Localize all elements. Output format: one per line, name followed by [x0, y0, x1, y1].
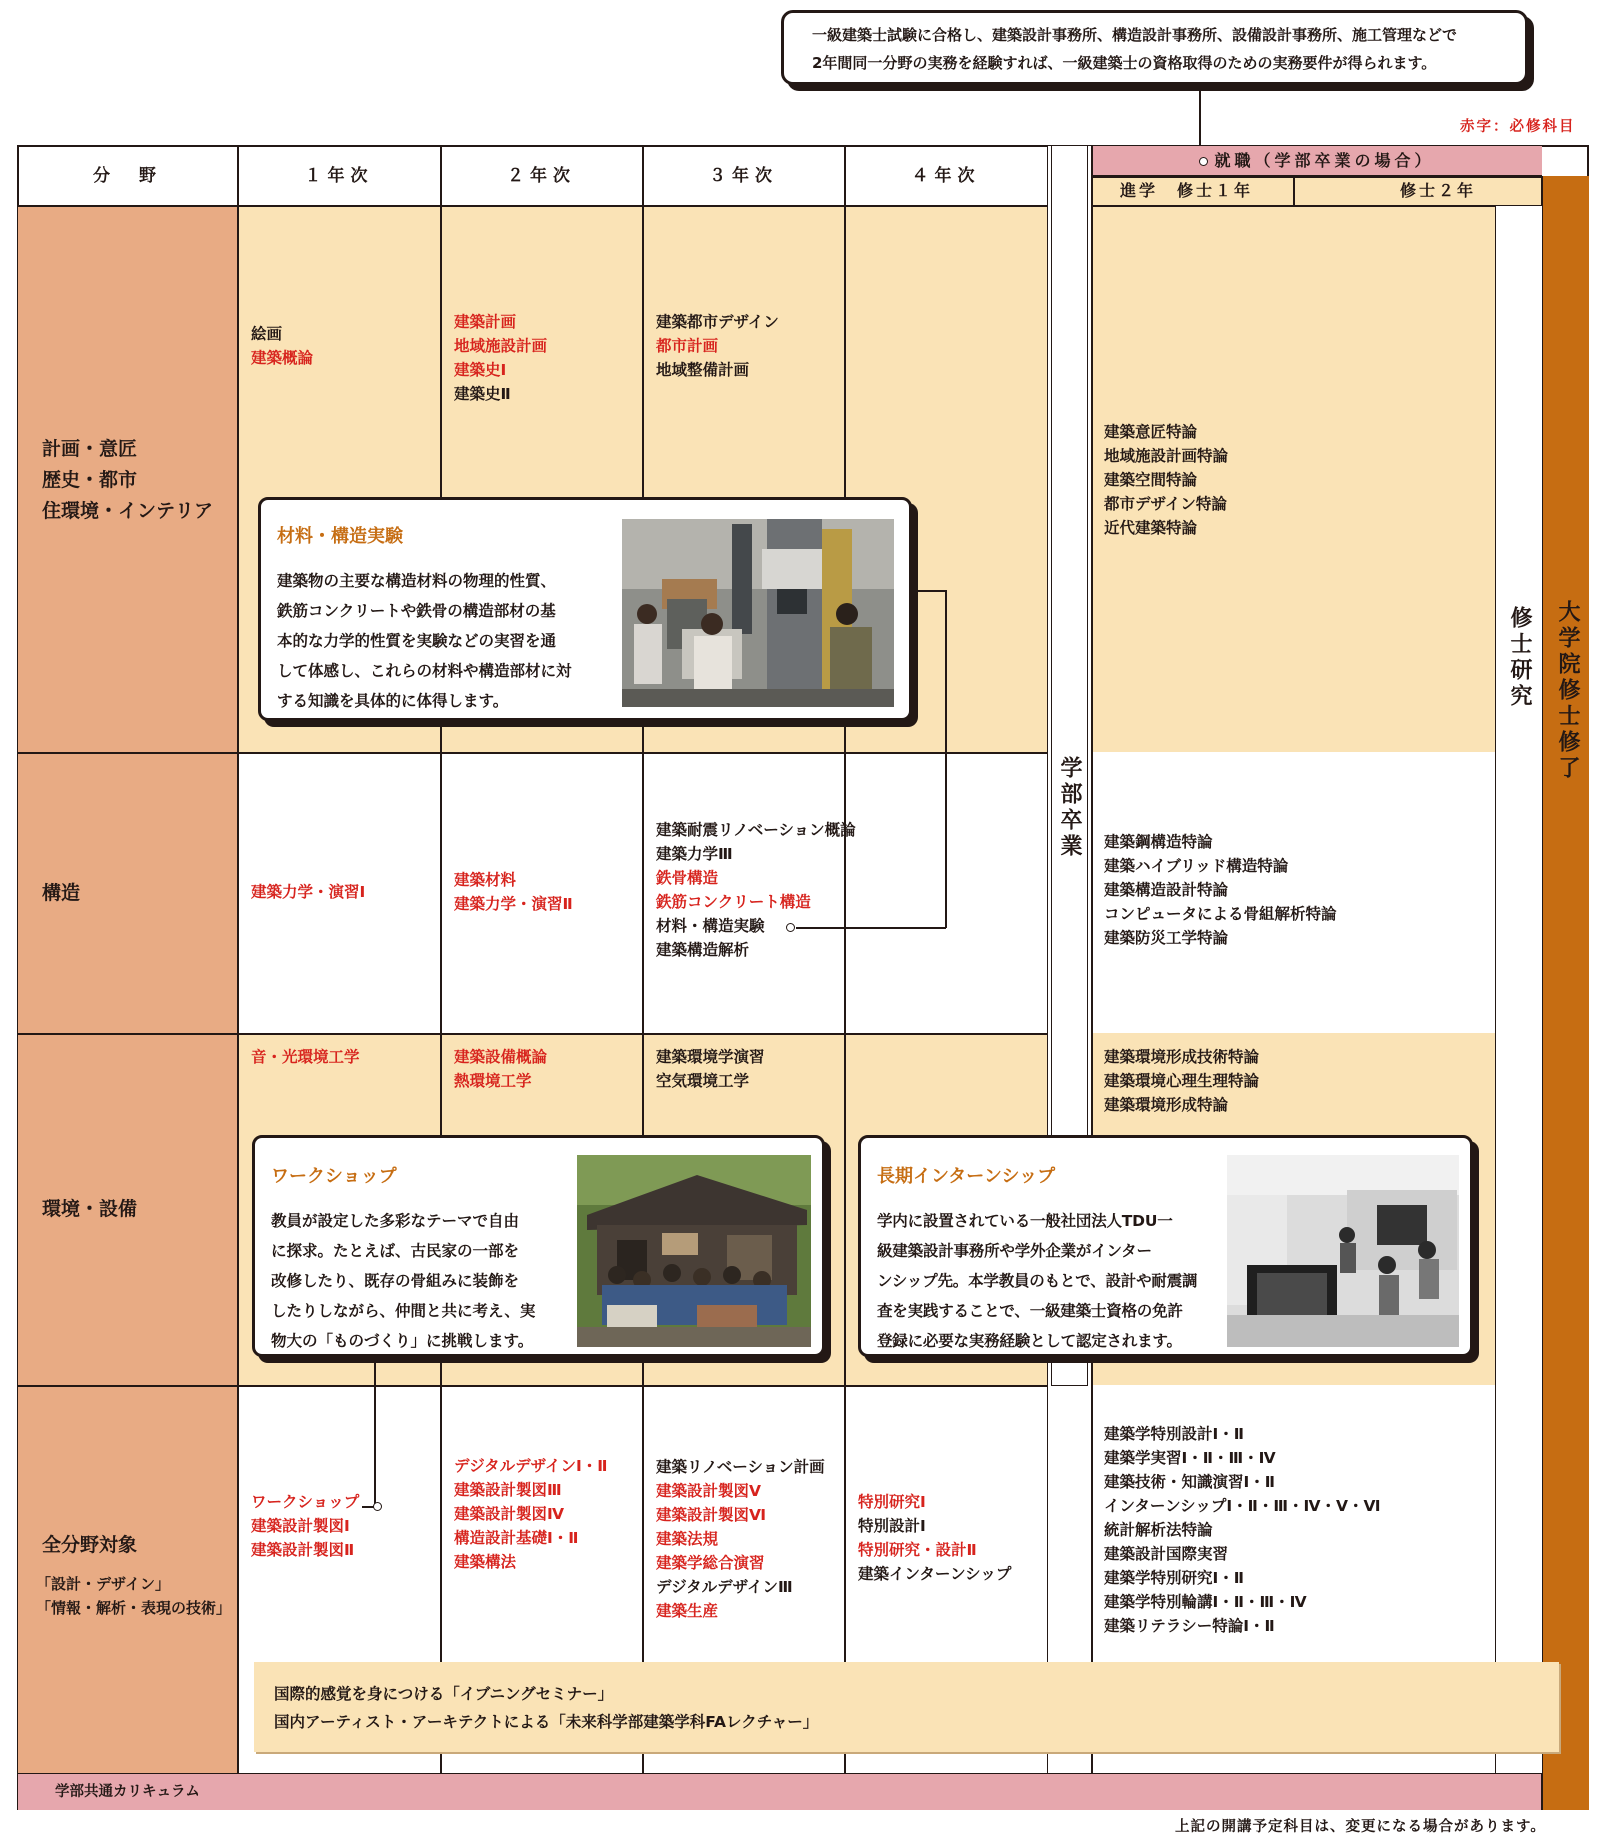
header-job	[1092, 146, 1542, 176]
course-item: 建築学特別輪講Ⅰ・Ⅱ・Ⅲ・Ⅳ	[1104, 1593, 1307, 1611]
lab-card-line: 建築物の主要な構造材料の物理的性質、	[277, 572, 557, 590]
research-column	[1495, 206, 1542, 1773]
workshop-card-title: ワークショップ	[271, 1166, 397, 1187]
course-item: 建築意匠特論	[1104, 423, 1198, 441]
course-item: 建築環境学演習	[656, 1048, 765, 1066]
course-item: 建築力学・演習Ⅰ	[251, 883, 366, 901]
field-all-sub2: 「情報・解析・表現の技術」	[36, 1599, 232, 1617]
planning-year1-courses	[251, 322, 313, 370]
legend-required: 赤字：必修科目	[1460, 119, 1576, 135]
workshop-card-line: 改修したり、既存の骨組みに装飾を	[271, 1272, 520, 1290]
course-item: 建築環境形成技術特論	[1104, 1048, 1260, 1066]
course-item: 建築学特別設計Ⅰ・Ⅱ	[1104, 1425, 1244, 1443]
course-item: 建築環境心理生理特論	[1104, 1072, 1260, 1090]
course-item: 建築防災工学特論	[1104, 929, 1229, 947]
research-label: 修士研究	[1507, 606, 1532, 710]
course-item: 都市デザイン特論	[1104, 495, 1227, 513]
seminar-line1: 国際的感覚を身につける「イブニングセミナー」	[274, 1685, 614, 1703]
field-planning-2: 歴史・都市	[42, 469, 138, 491]
field-all-sub1: 「設計・デザイン」	[36, 1575, 170, 1593]
internship-card	[858, 1135, 1473, 1357]
all-year2-courses	[454, 1454, 607, 1574]
internship-card-line: 級建築設計事務所や学外企業がインター	[877, 1242, 1152, 1260]
structure-grad-courses	[1104, 830, 1337, 950]
course-item: 建築設計製図Ⅴ	[656, 1482, 761, 1500]
course-item: 熱環境工学	[454, 1072, 532, 1090]
course-item: 近代建築特論	[1104, 519, 1198, 537]
course-item: 建築鋼構造特論	[1104, 833, 1213, 851]
all-grad-courses	[1104, 1422, 1381, 1638]
structure-year2-courses	[454, 868, 573, 916]
course-item: 建築構造解析	[656, 941, 750, 959]
course-item: インターンシップⅠ・Ⅱ・Ⅲ・Ⅳ・Ⅴ・Ⅵ	[1104, 1497, 1381, 1515]
environment-year1-courses	[251, 1045, 360, 1069]
course-item: 特別設計Ⅰ	[858, 1517, 926, 1535]
course-item: 建築構法	[454, 1553, 517, 1571]
lab-card-line: 鉄筋コンクリートや鉄骨の構造部材の基	[277, 602, 556, 620]
planning-year2-courses	[454, 310, 547, 406]
workshop-photo	[577, 1155, 811, 1347]
course-item: 建築生産	[656, 1602, 719, 1620]
internship-card-line: 査を実践することで、一級建築士資格の免許	[877, 1302, 1183, 1320]
workshop-card-line: したりしながら、仲間と共に考え、実	[271, 1302, 536, 1320]
planning-year3-courses	[656, 310, 779, 382]
course-item: 特別研究・設計Ⅱ	[858, 1541, 977, 1559]
seminar-line2: 国内アーティスト・アーキテクトによる「未来科学部建築学科FAレクチャー」	[274, 1713, 819, 1731]
header-master1: 進学 修士１年	[1120, 181, 1254, 200]
structure-year3-courses	[656, 818, 856, 962]
course-item: デジタルデザインⅢ	[656, 1578, 793, 1596]
course-item: 絵画	[251, 325, 283, 343]
planning-grad-courses	[1104, 420, 1228, 540]
all-year1-courses	[251, 1490, 359, 1562]
lab-card-line: して体感し、これらの材料や構造部材に対	[277, 662, 572, 680]
course-item: 建築設計製図Ⅰ	[251, 1517, 350, 1535]
header-field: 分 野	[93, 166, 162, 186]
internship-card-title: 長期インターンシップ	[877, 1166, 1056, 1187]
workshop-card	[252, 1135, 825, 1357]
common-curriculum-bar	[18, 1773, 1542, 1810]
internship-photo	[1227, 1155, 1459, 1347]
course-item: 都市計画	[656, 337, 719, 355]
course-item: 建築耐震リノベーション概論	[656, 821, 856, 839]
course-item: 建築リテラシー特論Ⅰ・Ⅱ	[1104, 1617, 1275, 1635]
course-item: 鉄骨構造	[656, 869, 719, 887]
course-item: 空気環境工学	[656, 1072, 750, 1090]
course-item: 建築設計製図Ⅲ	[454, 1481, 562, 1499]
field-planning-3: 住環境・インテリア	[42, 500, 214, 522]
lab-card	[258, 497, 912, 721]
structure-year1-courses	[251, 880, 365, 904]
footnote: 上記の開講予定科目は、変更になる場合があります。	[1175, 1819, 1546, 1835]
course-item: 統計解析法特論	[1104, 1521, 1213, 1539]
course-item: 建築設計国際実習	[1104, 1545, 1229, 1563]
course-item: 地域施設計画特論	[1104, 447, 1229, 465]
lab-photo	[622, 519, 894, 707]
qualification-note-line1: 一級建築士試験に合格し、建築設計事務所、構造設計事務所、設備設計事務所、施工管理などで	[812, 26, 1458, 44]
course-item: 建築技術・知識演習Ⅰ・Ⅱ	[1104, 1473, 1275, 1491]
qualification-note-line2: 2年間同一分野の実務を経験すれば、一級建築士の資格取得のための実務要件が得られます。	[812, 54, 1437, 72]
lab-card-title: 材料・構造実験	[277, 526, 403, 547]
header-year4: ４年次	[911, 166, 981, 186]
master-completion-bar	[1542, 176, 1589, 1810]
course-item: 建築環境形成特論	[1104, 1096, 1229, 1114]
course-item: 建築設計製図Ⅳ	[454, 1505, 565, 1523]
course-item: 建築史Ⅰ	[454, 361, 507, 379]
course-item: 音・光環境工学	[251, 1048, 360, 1066]
course-item: 構造設計基礎Ⅰ・Ⅱ	[454, 1529, 579, 1547]
course-item: 建築設計製図Ⅱ	[251, 1541, 355, 1559]
course-item: 建築ハイブリッド構造特論	[1104, 857, 1289, 875]
course-item: 特別研究Ⅰ	[858, 1493, 926, 1511]
environment-grad-courses	[1104, 1045, 1259, 1117]
course-item: 建築設計製図Ⅵ	[656, 1506, 767, 1524]
field-all: 全分野対象	[42, 1534, 138, 1556]
course-item: 建築学特別研究Ⅰ・Ⅱ	[1104, 1569, 1244, 1587]
master-completion-label: 大学院修士修了	[1555, 600, 1580, 782]
qualification-note	[781, 10, 1528, 85]
course-item: 地域整備計画	[656, 361, 750, 379]
workshop-card-line: 教員が設定した多彩なテーマで自由	[271, 1212, 520, 1230]
field-environment: 環境・設備	[42, 1198, 138, 1220]
field-structure: 構造	[42, 882, 81, 904]
header-year2: ２年次	[507, 166, 576, 186]
course-item: コンピュータによる骨組解析特論	[1104, 905, 1337, 923]
workshop-card-line: に探求。たとえば、古民家の一部を	[271, 1242, 520, 1260]
internship-card-line: 登録に必要な実務経験として認定されます。	[877, 1332, 1182, 1350]
course-item: 鉄筋コンクリート構造	[656, 893, 811, 911]
internship-card-line: 学内に設置されている一般社団法人TDU一	[877, 1212, 1173, 1230]
seminar-box	[254, 1662, 1559, 1752]
course-item: 材料・構造実験	[656, 917, 765, 935]
environment-year2-courses	[454, 1045, 547, 1093]
lab-card-body	[277, 566, 572, 716]
course-item: 建築リノベーション計画	[656, 1458, 825, 1476]
lab-card-line: する知識を具体的に体得します。	[277, 692, 509, 710]
graduation-column	[1048, 146, 1091, 1773]
course-item: ワークショップ	[251, 1493, 360, 1511]
common-curriculum-label: 学部共通カリキュラム	[55, 1784, 200, 1800]
field-planning-1: 計画・意匠	[42, 438, 138, 460]
field-planning	[42, 434, 213, 527]
course-item: 建築都市デザイン	[656, 313, 779, 331]
all-year4-courses	[858, 1490, 1011, 1586]
header-year1: １年次	[304, 166, 374, 186]
workshop-card-body	[271, 1206, 535, 1356]
course-item: 建築空間特論	[1104, 471, 1198, 489]
course-item: 建築インターンシップ	[858, 1565, 1012, 1583]
course-item: 建築概論	[251, 349, 314, 367]
course-item: デジタルデザインⅠ・Ⅱ	[454, 1457, 608, 1475]
course-item: 建築学総合演習	[656, 1554, 765, 1572]
course-item: 建築史Ⅱ	[454, 385, 511, 403]
course-item: 建築法規	[656, 1530, 719, 1548]
lab-card-line: 本的な力学的性質を実験などの実習を通	[277, 632, 557, 650]
environment-year3-courses	[656, 1045, 765, 1093]
graduation-label: 学部卒業	[1057, 756, 1082, 860]
header-year3: ３年次	[709, 166, 778, 186]
course-item: 建築学実習Ⅰ・Ⅱ・Ⅲ・Ⅳ	[1104, 1449, 1276, 1467]
course-item: 建築計画	[454, 313, 517, 331]
internship-card-line: ンシップ先。本学教員のもとで、設計や耐震調	[877, 1272, 1198, 1290]
workshop-card-line: 物大の「ものづくり」に挑戦します。	[271, 1332, 534, 1350]
course-item: 建築構造設計特論	[1104, 881, 1229, 899]
course-item: 建築力学Ⅲ	[656, 845, 733, 863]
course-item: 建築材料	[454, 871, 517, 889]
header-master2: 修士２年	[1400, 181, 1477, 200]
all-year3-courses	[656, 1455, 825, 1623]
course-item: 地域施設計画	[454, 337, 548, 355]
course-item: 建築力学・演習Ⅱ	[454, 895, 573, 913]
internship-card-body	[877, 1206, 1197, 1356]
course-item: 建築設備概論	[454, 1048, 548, 1066]
header-job-label: 就職（学部卒業の場合）	[1214, 151, 1435, 170]
